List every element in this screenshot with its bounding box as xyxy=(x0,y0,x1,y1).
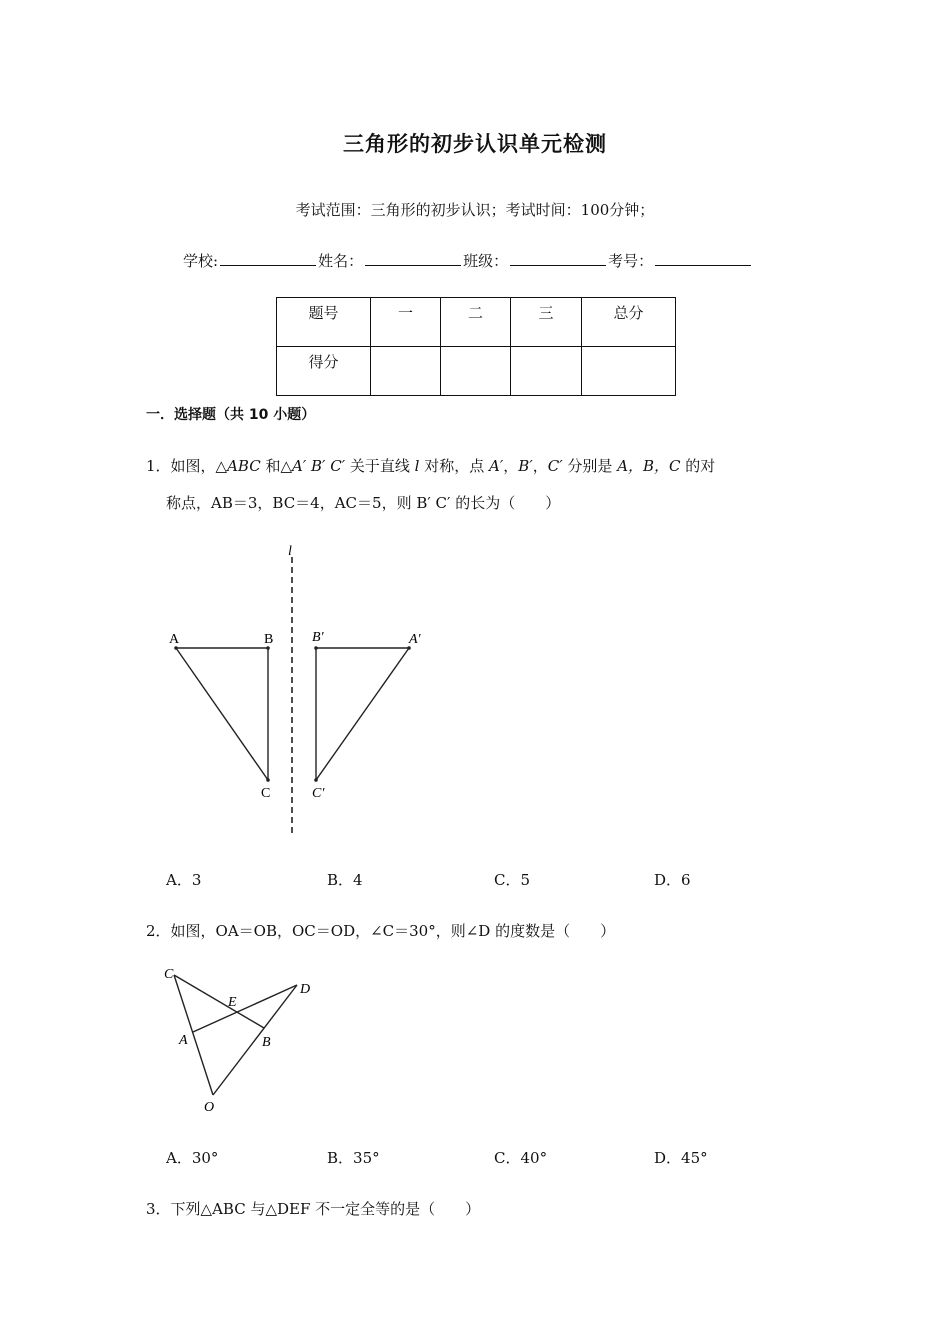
question-number: 1． xyxy=(146,457,171,475)
q1-text: 对称，点 xyxy=(419,457,490,475)
score-cell[interactable] xyxy=(511,347,582,396)
school-label: 学校: xyxy=(183,252,219,270)
class-blank[interactable] xyxy=(510,251,606,266)
score-header-cell: 二 xyxy=(441,298,511,347)
question-2-figure xyxy=(160,960,330,1115)
label-l: l xyxy=(288,544,292,559)
q1-option-d[interactable]: D．6 xyxy=(654,871,691,889)
question-1-line-1 xyxy=(146,455,715,476)
label-e: E xyxy=(228,995,237,1010)
label-c2: C′ xyxy=(312,786,325,801)
question-1-figure xyxy=(160,535,450,840)
question-number: 2． xyxy=(146,922,171,940)
q1-text: 分别是 xyxy=(562,457,618,475)
point-b2 xyxy=(314,646,318,650)
label-b: B xyxy=(262,1035,271,1050)
number-label: 考号： xyxy=(608,252,654,270)
q2-option-a[interactable]: A．30° xyxy=(166,1149,219,1167)
q1-var: A，B，C xyxy=(617,457,681,475)
q1-var: B′ xyxy=(518,457,533,475)
class-label: 班级： xyxy=(463,252,509,270)
triangle-a2b2c2 xyxy=(316,648,409,780)
label-c: C xyxy=(164,967,174,982)
student-fields xyxy=(183,250,753,271)
q1-var: C′ xyxy=(547,457,563,475)
q1-text: 和△ xyxy=(260,457,293,475)
point-c2 xyxy=(314,778,318,782)
question-3-line-1 xyxy=(146,1198,480,1219)
q2-option-b[interactable]: B．35° xyxy=(327,1149,380,1167)
q2-option-d[interactable]: D．45° xyxy=(654,1149,708,1167)
score-table-score-row xyxy=(277,347,676,396)
number-blank[interactable] xyxy=(655,251,751,266)
score-table xyxy=(276,297,676,396)
score-header-cell: 三 xyxy=(511,298,582,347)
question-1-line-2: 称点，AB＝3，BC＝4，AC＝5，则 B′ C′ 的长为（ ） xyxy=(166,494,561,512)
q1-var: A′ xyxy=(489,457,504,475)
q1-var: A′ B′ C′ xyxy=(292,457,346,475)
section-heading: 一．选择题（共 10 小题） xyxy=(146,407,316,423)
q1-text: ， xyxy=(532,457,548,475)
label-a2: A′ xyxy=(409,632,421,647)
q1-text: ， xyxy=(503,457,519,475)
label-a: A xyxy=(179,1033,188,1048)
q3-text: 下列△ABC 与△DEF 不一定全等的是（ ） xyxy=(170,1200,481,1218)
q2-text: 如图，OA＝OB，OC＝OD，∠C＝30°，则∠D 的度数是（ ） xyxy=(170,922,616,940)
score-header-cell: 题号 xyxy=(277,298,371,347)
q1-var: l xyxy=(414,457,420,475)
q1-var: ABC xyxy=(227,457,261,475)
label-b2: B′ xyxy=(312,630,324,645)
label-a: A xyxy=(169,632,180,647)
page-title: 三角形的初步认识单元检测 xyxy=(343,132,607,156)
point-c xyxy=(266,778,270,782)
score-header-cell: 总分 xyxy=(582,298,676,347)
q1-text: 如图，△ xyxy=(170,457,228,475)
label-b: B xyxy=(264,632,274,647)
q1-option-c[interactable]: C．5 xyxy=(494,871,531,889)
label-o: O xyxy=(204,1100,215,1115)
q2-option-c[interactable]: C．40° xyxy=(494,1149,548,1167)
question-number: 3． xyxy=(146,1200,171,1218)
triangle-abc xyxy=(176,648,268,780)
q1-text: 关于直线 xyxy=(345,457,415,475)
segment-od xyxy=(213,985,297,1095)
question-2-line-1 xyxy=(146,920,615,941)
score-header-cell: 一 xyxy=(371,298,441,347)
score-cell[interactable] xyxy=(441,347,511,396)
score-table-header-row xyxy=(277,298,676,347)
score-row-label: 得分 xyxy=(277,347,371,396)
label-c: C xyxy=(261,786,271,801)
score-cell[interactable] xyxy=(582,347,676,396)
q1-option-b[interactable]: B．4 xyxy=(327,871,363,889)
segment-ad xyxy=(193,985,297,1032)
name-label: 姓名： xyxy=(318,252,364,270)
score-cell[interactable] xyxy=(371,347,441,396)
q1-option-a[interactable]: A．3 xyxy=(166,871,202,889)
label-d: D xyxy=(300,982,311,997)
name-blank[interactable] xyxy=(365,251,461,266)
q1-text: 的对 xyxy=(680,457,716,475)
school-blank[interactable] xyxy=(220,251,316,266)
exam-info: 考试范围：三角形的初步认识；考试时间：100分钟； xyxy=(295,201,655,219)
